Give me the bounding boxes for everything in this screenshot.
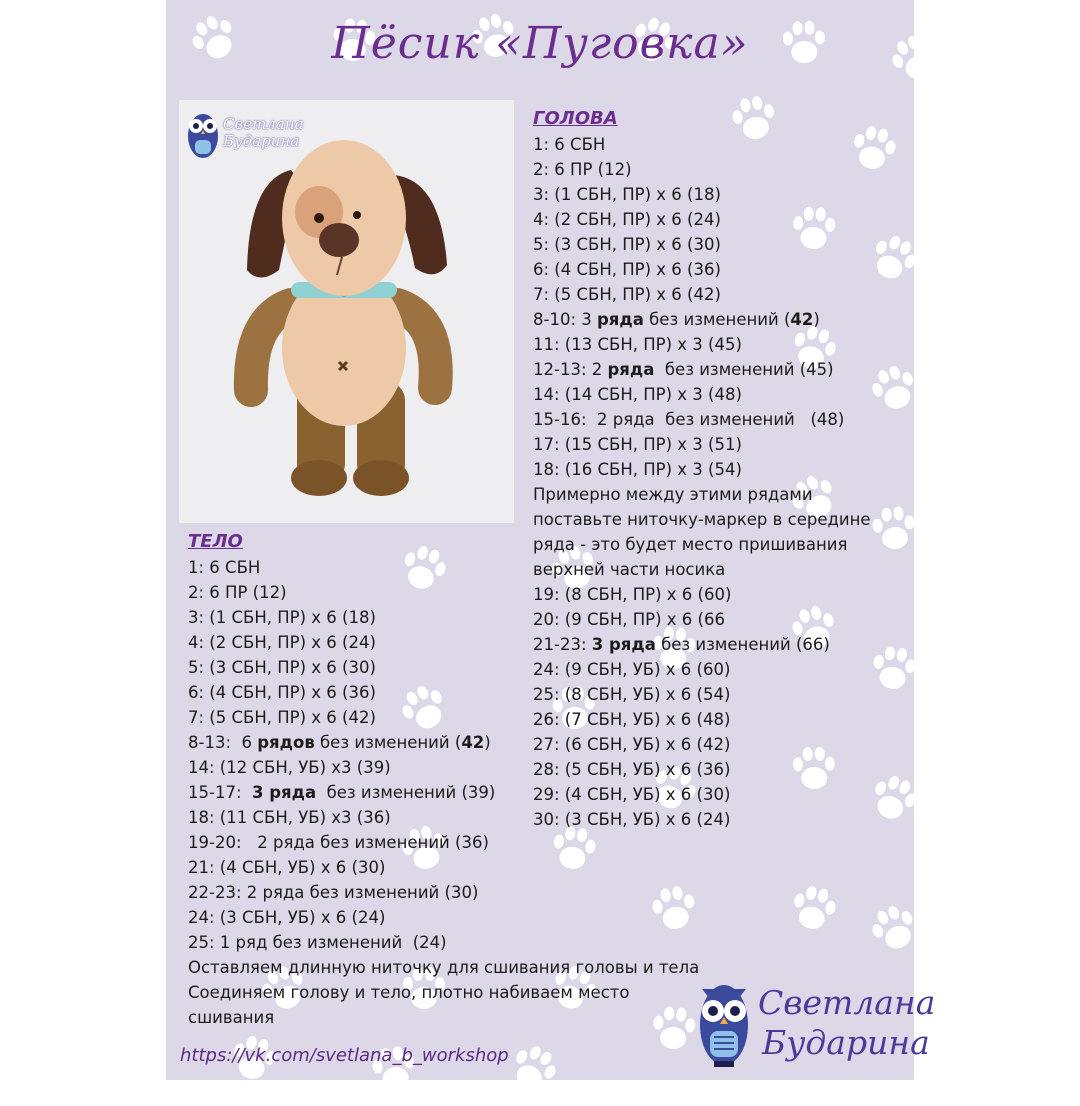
row-text: 18: (16 СБН, ПР) х 3 (54)	[533, 460, 742, 479]
bold-text: ряда	[597, 310, 644, 329]
row-text: 2: 6 ПР (12)	[533, 160, 632, 179]
row-text: 6: (4 СБН, ПР) х 6 (36)	[188, 683, 376, 702]
row-text: 15-17:	[188, 783, 252, 802]
row-text: без изменений (	[314, 733, 462, 752]
row-text: 3: (1 СБН, ПР) х 6 (18)	[188, 608, 376, 627]
pattern-row	[533, 457, 893, 482]
brand-big-line2: Бударина	[762, 1023, 930, 1062]
row-text: )	[813, 310, 820, 329]
row-text: 30: (3 СБН, УБ) х 6 (24)	[533, 810, 731, 829]
pattern-row	[533, 132, 893, 157]
pattern-row	[533, 432, 893, 457]
row-text: 4: (2 СБН, ПР) х 6 (24)	[533, 210, 721, 229]
row-text: 21-23:	[533, 635, 592, 654]
paw-print-icon	[857, 891, 931, 965]
crochet-dog-illustration	[179, 100, 514, 523]
row-text: 3: (1 СБН, ПР) х 6 (18)	[533, 185, 721, 204]
row-text: 25: (8 СБН, УБ) х 6 (54)	[533, 685, 731, 704]
row-text: 5: (3 СБН, ПР) х 6 (30)	[533, 235, 721, 254]
row-text: 8-13: 6	[188, 733, 258, 752]
row-text: 26: (7 СБН, УБ) х 6 (48)	[533, 710, 731, 729]
row-text: 11: (13 СБН, ПР) х 3 (45)	[533, 335, 742, 354]
paw-print-icon	[780, 874, 847, 941]
pattern-row	[533, 407, 893, 432]
pattern-title: Пёсик «Пуговка»	[331, 18, 749, 69]
toy-photo	[179, 100, 514, 523]
owl-logo-icon	[185, 106, 221, 160]
pattern-row	[188, 555, 728, 580]
bold-text: 3 ряда	[591, 635, 656, 654]
row-text: 2: 6 ПР (12)	[188, 583, 287, 602]
body-section	[188, 529, 731, 1030]
body-rows	[188, 555, 731, 955]
pattern-row	[533, 307, 893, 332]
body-note-2: Соединяем голову и тело, плотно набиваем место сшивания	[188, 983, 630, 1027]
row-text: 15-16: 2 ряда без изменений (48)	[533, 410, 845, 429]
row-text: 6: (4 СБН, ПР) х 6 (36)	[533, 260, 721, 279]
pattern-row	[188, 930, 728, 955]
body-section-title: ТЕЛО	[188, 531, 243, 552]
row-text: 22-23: 2 ряда без изменений (30)	[188, 883, 479, 902]
owl-logo-icon	[696, 975, 752, 1071]
head-section-title: ГОЛОВА	[533, 108, 618, 129]
pattern-row	[533, 232, 893, 257]
brand-logo	[696, 975, 935, 1071]
pattern-row	[188, 630, 728, 655]
brand-big-line1: Светлана	[758, 983, 936, 1022]
pattern-row	[188, 680, 731, 705]
row-text: 12-13: 2	[533, 360, 608, 379]
pattern-row	[533, 382, 893, 407]
pattern-row	[188, 655, 731, 680]
row-text: без изменений (45)	[654, 360, 834, 379]
row-text: 24: (3 СБН, УБ) х 6 (24)	[188, 908, 386, 927]
body-note-1: Оставляем длинную ниточку для сшивания головы и тела	[188, 958, 700, 977]
row-text: 1: 6 СБН	[188, 558, 261, 577]
row-text: 8-10: 3	[533, 310, 597, 329]
pattern-row	[188, 855, 728, 880]
brand-line2: Бударина	[223, 132, 300, 150]
pattern-row	[533, 207, 893, 232]
row-text: 21: (4 СБН, УБ) х 6 (30)	[188, 858, 386, 877]
pattern-row	[188, 730, 731, 755]
pattern-row	[188, 605, 728, 630]
pattern-row	[533, 332, 893, 357]
brand-line1: Светлана	[223, 115, 304, 133]
row-text: 5: (3 СБН, ПР) х 6 (30)	[188, 658, 376, 677]
row-text: 7: (5 СБН, ПР) х 6 (42)	[188, 708, 376, 727]
head-marker-note: Примерно между этими рядами поставьте ниточку-маркер в середине ряда - это будет место пришивания верхней части носика	[533, 485, 871, 579]
row-text: 24: (9 СБН, УБ) х 6 (60)	[533, 660, 731, 679]
pattern-row	[533, 282, 893, 307]
row-text: 14: (12 СБН, УБ) х3 (39)	[188, 758, 391, 777]
workshop-link[interactable]: https://vk.com/svetlana_b_workshop	[180, 1045, 509, 1066]
bold-text: 42	[461, 733, 485, 752]
pattern-row	[188, 780, 731, 805]
bold-text: 3 ряда	[252, 783, 317, 802]
watermark-logo	[185, 106, 304, 160]
row-text: без изменений (66)	[655, 635, 830, 654]
row-text: 19-20: 2 ряда без изменений (36)	[188, 833, 489, 852]
row-text: без изменений (	[643, 310, 791, 329]
row-text: без изменений (39)	[316, 783, 496, 802]
pattern-row	[188, 755, 731, 780]
row-text: 25: 1 ряд без изменений (24)	[188, 933, 447, 952]
pattern-row	[533, 257, 893, 282]
row-text: 20: (9 СБН, ПР) х 6 (66	[533, 610, 725, 629]
row-text: 28: (5 СБН, УБ) х 6 (36)	[533, 760, 731, 779]
pattern-row	[188, 580, 728, 605]
row-text: 17: (15 СБН, ПР) х 3 (51)	[533, 435, 742, 454]
row-text: 7: (5 СБН, ПР) х 6 (42)	[533, 285, 721, 304]
row-text: 18: (11 СБН, УБ) х3 (36)	[188, 808, 391, 827]
pattern-row	[188, 830, 728, 855]
pattern-row	[533, 157, 893, 182]
row-text: 1: 6 СБН	[533, 135, 606, 154]
bold-text: рядов	[257, 733, 315, 752]
row-text: 14: (14 СБН, ПР) х 3 (48)	[533, 385, 742, 404]
bold-text: ряда	[607, 360, 655, 379]
pattern-row	[188, 905, 728, 930]
pattern-row	[188, 880, 728, 905]
pattern-row	[533, 182, 893, 207]
row-text: 27: (6 СБН, УБ) х 6 (42)	[533, 735, 731, 754]
row-text: 19: (8 СБН, ПР) х 6 (60)	[533, 585, 732, 604]
head-rows	[533, 132, 893, 482]
pattern-sheet	[166, 0, 936, 1080]
row-text: 29: (4 СБН, УБ) х 6 (30)	[533, 785, 731, 804]
bold-text: 42	[790, 310, 814, 329]
pattern-row	[188, 705, 731, 730]
row-text: )	[484, 733, 491, 752]
pattern-row	[533, 357, 893, 382]
paw-print-icon	[496, 1030, 572, 1106]
row-text: 4: (2 СБН, ПР) х 6 (24)	[188, 633, 376, 652]
pattern-row	[188, 805, 731, 830]
